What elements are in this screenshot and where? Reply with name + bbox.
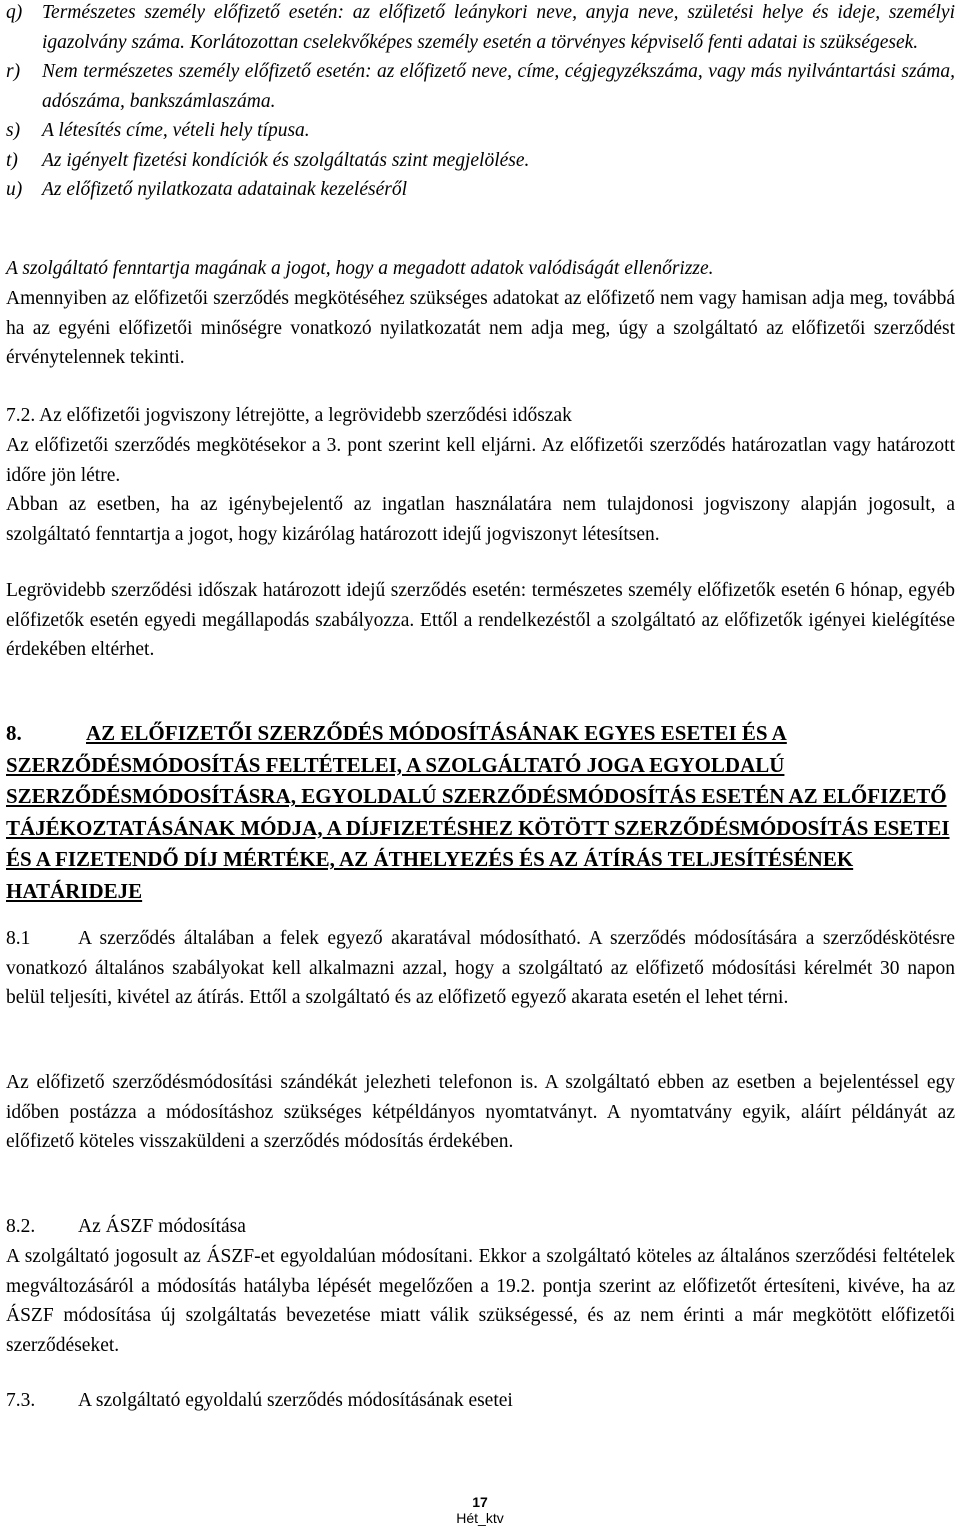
section-title: AZ ELŐFIZETŐI SZERZŐDÉS MÓDOSÍTÁSÁNAK EGYES ESETEI ÉS A SZERZŐDÉSMÓDOSÍTÁS FELTÉTELEI, A SZOLGÁLTATÓ JOGA EGYOLDALÚ SZERZŐDÉSMÓDOSÍTÁSRA, EGYOLDALÚ SZERZŐDÉSMÓDOSÍTÁS ESETÉN AZ ELŐFIZETŐ TÁJÉKOZTATÁSÁNAK MÓDJA, A DÍJFIZETÉSHEZ KÖTÖTT SZERZŐDÉSMÓDOSÍTÁS ESETEI ÉS A FIZETENDŐ DÍJ MÉRTÉKE, AZ ÁTHELYEZÉS ÉS AZ ÁTÍRÁS TELJESÍTÉSÉNEK HATÁRIDEJE <box>6 721 950 903</box>
section-7-2-paragraph-2: Abban az esetben, ha az igénybejelentő az ingatlan használatára nem tulajdonosi jogviszony alapján jogosult, a szolgáltató fenntartja a jogot, hogy kizárólag határozott idejű jogviszonyt létesítsen. <box>6 494 955 545</box>
footer-company: Hét_ktv <box>456 1510 504 1526</box>
section-number: 7.2. <box>6 405 36 426</box>
list-item-u <box>6 175 955 205</box>
section-8-heading <box>6 718 955 907</box>
list-item-q <box>6 0 955 57</box>
page-number: 17 <box>472 1494 488 1510</box>
list-item-text: Az előfizető nyilatkozata adatainak kezeléséről <box>42 179 408 200</box>
section-7-2-paragraph-3: Legrövidebb szerződési időszak határozott idejű szerződés esetén: természetes személy előfizetők esetén 6 hónap, egyéb előfizetők esetén egyedi megállapodás szabályozza. Ettől a rendelkezéstől a szolgáltató az előfizetők igényei kielégítése érdekében eltérhet. <box>6 580 955 660</box>
list-item-text: Az igényelt fizetési kondíciók és szolgáltatás szint megjelölése. <box>42 149 530 171</box>
section-number: 8.2. <box>6 1216 36 1237</box>
section-7-2-paragraph-1: Az előfizetői szerződés megkötésekor a 3. pont szerint kell eljárni. Az előfizetői szerződés határozatlan vagy határozott időre jön létre. <box>6 435 955 486</box>
section-8-1-paragraph-1 <box>6 924 955 1013</box>
section-8-2-paragraph-1: A szolgáltató jogosult az ÁSZF-et egyoldalúan módosítani. Ekkor a szolgáltató köteles az általános szerződési feltételek megváltozásáról a módosítás hatályba lépését megelőzően a 19.2. pontja szerint az előfizetőt értesíteni, kivéve, ha az ÁSZF módosítása új szolgáltatás bevezetése miatt válik szükségessé, és az nem érinti a már megkötött előfizetői szerződéseket. <box>6 1246 955 1356</box>
list-item-label: u) <box>6 179 23 200</box>
page-footer <box>430 1494 530 1526</box>
section-title: Az ÁSZF módosítása <box>78 1216 246 1237</box>
section-text: A szerződés általában a felek egyező akaratával módosítható. A szerződés módosítására a szerződéskötésre vonatkozó általános szabályokat kell alkalmazni azzal, hogy a szolgáltató az előfizető módosítási kérelmét 30 napon belül teljesíti, kivétel az átírás. Ettől a szolgáltató és az előfizető egyező akarata esetén el lehet térni. <box>6 928 955 1008</box>
section-8-2-heading <box>6 1212 955 1242</box>
section-title: A szolgáltató egyoldalú szerződés módosításának esetei <box>78 1390 513 1411</box>
list-item-label: s) <box>6 120 21 141</box>
section-title: Az előfizetői jogviszony létrejötte, a legrövidebb szerződési időszak <box>39 405 572 426</box>
section-7-2-heading <box>6 401 955 431</box>
section-number: 8.1 <box>6 928 31 949</box>
data-requirements-list <box>0 0 955 205</box>
list-item-label: t) <box>6 149 18 171</box>
list-item-r <box>6 57 955 116</box>
paragraph-data-validity: A szolgáltató fenntartja magának a jogot, hogy a megadott adatok valódiságát ellenőrizze. <box>6 258 714 279</box>
section-number: 8. <box>6 721 22 745</box>
section-8-1-paragraph-2: Az előfizető szerződésmódosítási szándékát jelezheti telefonon is. A szolgáltató ebben az esetben a bejelentéssel egy időben postázza a módosításhoz szükséges kétpéldányos nyomtatványt. A nyomtatvány egyik, aláírt példányát az előfizető köteles visszaküldeni a szerződés módosítás érdekében. <box>6 1072 955 1152</box>
section-7-3-heading <box>6 1386 955 1416</box>
section-number: 7.3. <box>6 1390 36 1411</box>
list-item-text: Nem természetes személy előfizető esetén: az előfizető neve, címe, cégjegyzékszáma, vagy más nyilvántartási száma, adószáma, bankszámlaszáma. <box>42 61 955 112</box>
list-item-text: A létesítés címe, vételi hely típusa. <box>42 120 310 141</box>
paragraph-false-data: Amennyiben az előfizetői szerződés megkötéséhez szükséges adatokat az előfizető nem vagy hamisan adja meg, továbbá ha az egyéni előfizetői minőségre vonatkozó nyilatkozatát nem adja meg, úgy a szolgáltató az előfizetői szerződést érvénytelennek tekinti. <box>6 288 955 368</box>
list-item-label: q) <box>6 2 23 23</box>
list-item-label: r) <box>6 61 21 82</box>
list-item-s <box>6 116 955 146</box>
list-item-t <box>6 146 955 176</box>
list-item-text: Természetes személy előfizető esetén: az előfizető leánykori neve, anyja neve, születési helye és ideje, személyi igazolvány száma. Korlátozottan cselekvőképes személy esetén a törvényes képviselő fenti adatai is szükségesek. <box>42 2 955 53</box>
